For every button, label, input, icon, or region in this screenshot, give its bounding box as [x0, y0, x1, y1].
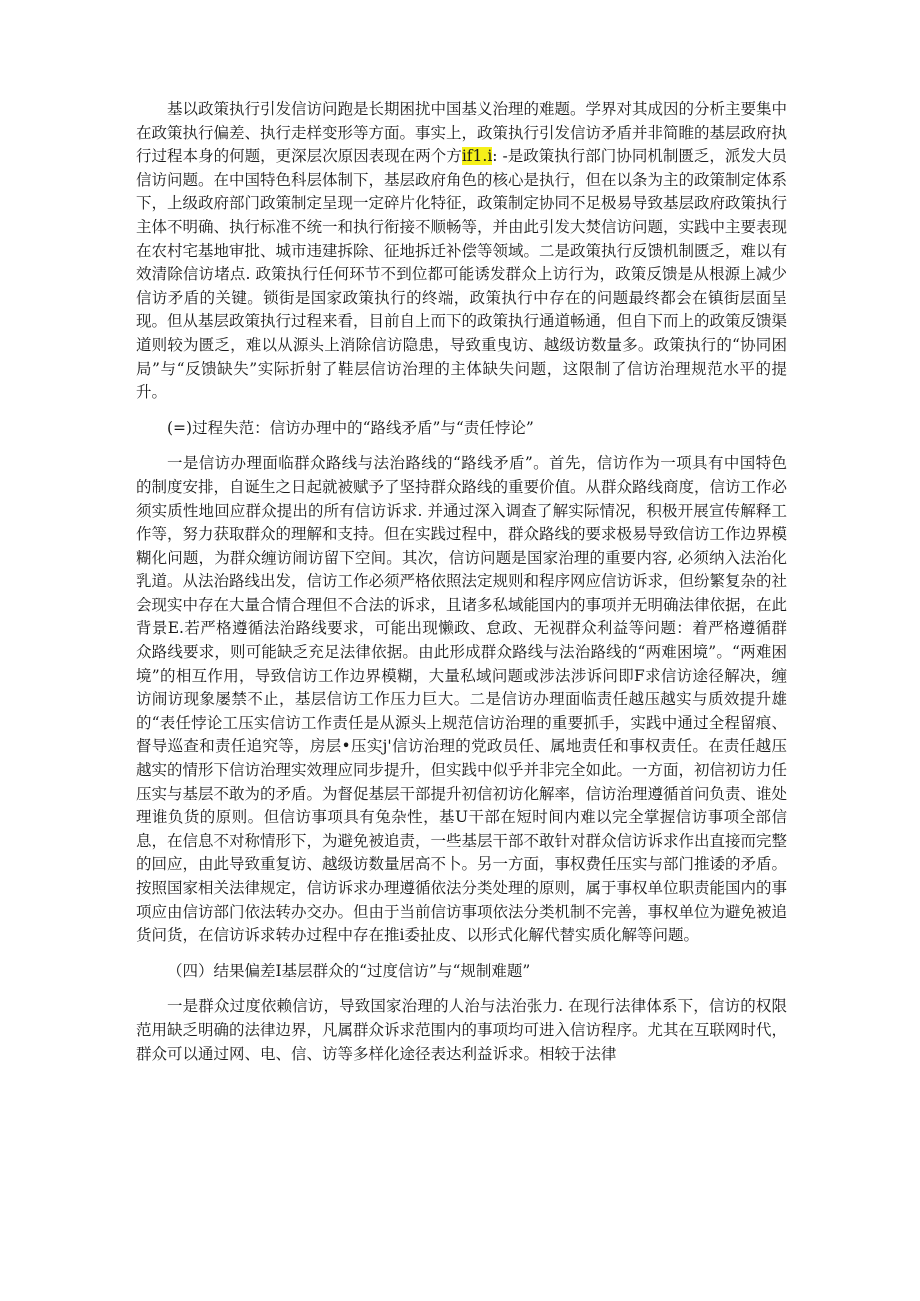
document-body: [136, 98, 787, 1066]
paragraph-text: : -是政策执行部门协同机制匮乏，派发大员信访问题。在中国特色科层体制下，基层政府角色的核心是执行，但在以条为主的政策制定体系下，上级政府部门政策制定呈现一定碎片化特征，政策制定协同不足极易导致基层政府政策执行主体不明确、执行标准不统一和执行衔接不顺畅等，并由此引发大焚信访问题，实践中主要表现在农村宅基地审批、城市违建拆除、征地拆迁补偿等领域。二是政策执行反馈机制匮乏，难以有效清除信访堵点. 政策执行任何环节不到位都可能诱发群众上访行为，政策反馈是从根源上减少信访矛盾的关键。锁街是国家政策执行的终端，政策执行中存在的问题最终都会在镇街层面呈现。但从基层政策执行过程来看，目前自上而下的政策执行通道畅通，但自下而上的政策反馈渠道则较为匮乏，难以从源头上消除信访隐患，导致重曳访、越级访数量多。政策执行的“协同困局”与“反馈缺失”实际折射了鞋层信访治理的主体缺失问题，这限制了信访治理规范水平的提升。: [136, 147, 788, 402]
paragraph-policy-execution: [136, 98, 787, 405]
section-heading-result: （四）结果偏差I基层群众的“过度信访”与“规制难题”: [167, 961, 531, 980]
highlighted-text: if1.i: [461, 147, 493, 166]
paragraph-result: 一是群众过度依赖信访，导致国家治理的人治与法治张力. 在现行法律体系下，信访的权限范用缺乏明确的法律边界，凡属群众诉求范围内的事项均可进入信访程序。尤其在互联网时代，群众可以通过网、电、信、访等多样化途径表达利益诉求。相较于法律: [136, 997, 788, 1063]
paragraph-process: 一是信访办理面临群众路线与法治路线的“路线矛盾”。首先，信访作为一项具有中国特色的制度安排，自诞生之日起就被赋予了坚持群众路线的重要价值。从群众路线商度，信访工作必须实质性地回应群众提出的所有信访诉求. 并通过深入调查了解实际情况，积极开展宣传解释工作等，努力获取群众的理解和支持。但在实践过程中，群众路线的要求极易导致信访工作边界模糊化问题，为群众缠访闹访留下空间。其次，信访问题是国家治理的重要内容, 必须纳入法治化乳道。从法治路线出发，信访工作必须严格依照法定规则和程序网应信访诉求，但纷繁复杂的社会现实中存在大量合情合理但不合法的诉求，且诸多私域能国内的事项并无明确法律依据，在此背景E.若严格遵循法治路线要求，可能出现懒政、怠政、无视群众利益等问题：着严格遵循群众路线要求，则可能缺乏充足法律依据。由此形成群众路线与法治路线的“两难困境”。“两难困境”的相互作用，导致信访工作边界模糊，大量私域问题或涉法涉诉问即F求信访途径解决，缠访闹访现象屡禁不止，基层信访工作压力巨大。二是信访办理面临责任越压越实与质效提升雄的“表任悖论工压实信访工作责任是从源头上规范信访治理的重要抓手，实践中通过全程留痕、督导巡查和责任追究等，房层•压实j'信访治理的党政员任、属地责任和事权责任。在责任越压越实的情形下信访治理实效理应同步提升，但实践中似乎并非完全如此。一方面，初信初访力任压实与基层不敢为的矛盾。为督促基层干部提升初信初访化解率，信访治理遵循首问负责、谁处理谁负货的原则。但信访事项具有兔杂性，基U干部在短时间内难以完全掌握信访事项全部信息，在信息不对称情形下，为避免被追责，一些基层干部不敢针对群众信访诉求作出直接而完整的回应，由此导致重复访、越级访数量居高不卜。另一方面，事权费任压实与部门推诿的矛盾。按照国家相关法律规定，信访诉求办理遵循依法分类处理的原则，属于事权单位职责能国内的事项应由信访部门依法转办交办。但由于当前信访事项依法分类机制不完善，事权单位为避免被追货问货，在信访诉求转办过程中存在推i委扯皮、以形式化解代替实质化解等问题。: [136, 454, 788, 945]
paragraph-text: 基以政策执行引发信访问跑是长期困扰中国基义治理的难题。学界对其成因的分析主要集中在政策执行偏差、执行走样变形等方面。事实上，政策执行引发信访矛盾并非简睢的基层政府执行过程本身的何题，更深层次原因表现在两个方: [136, 100, 788, 166]
section-heading-process: (=)过程失范：信访办理中的“路线矛盾”与“责任悖论”: [167, 418, 534, 437]
